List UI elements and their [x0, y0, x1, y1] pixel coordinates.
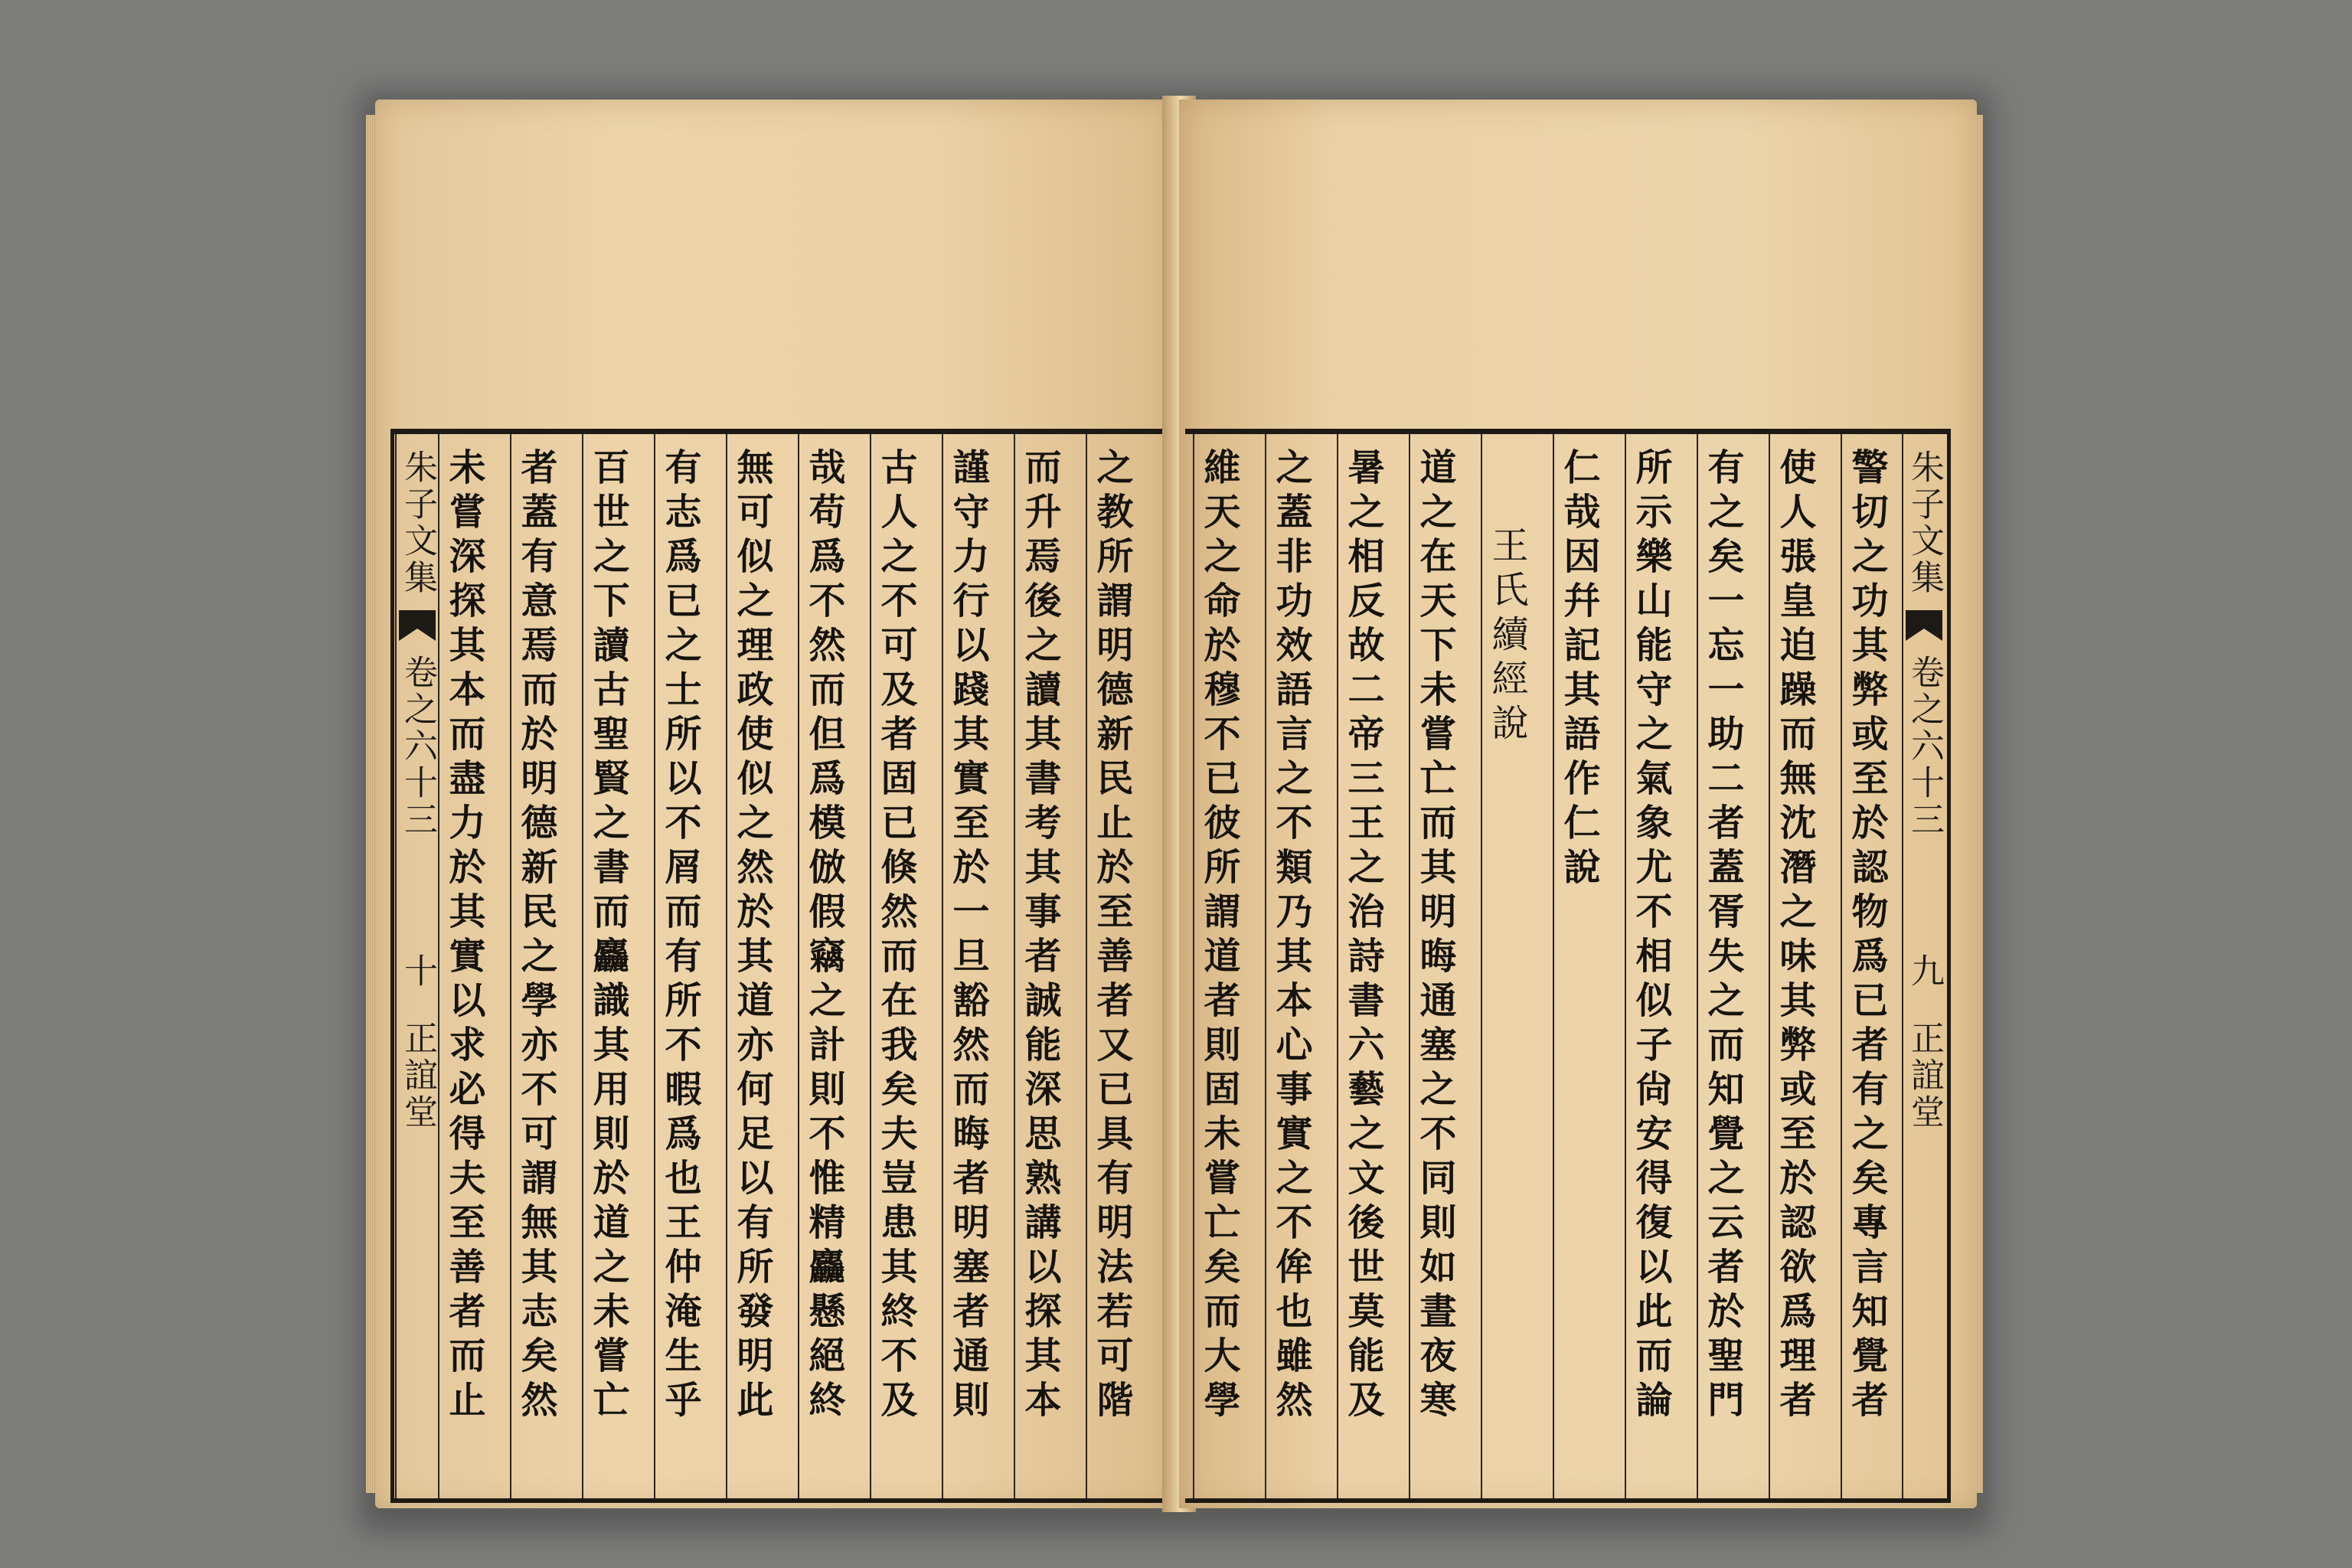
section-title-column: [1481, 434, 1531, 1498]
fishtail-mark: [1906, 610, 1942, 641]
text-column: 道之在天下未嘗亡而其明晦通塞之不同則如晝夜寒: [1409, 434, 1459, 1498]
right-banxin: [1902, 434, 1945, 1498]
text-column: 之教所謂明德新民止於至善者又已具有明法若可階: [1086, 434, 1136, 1498]
text-column: 之蓋非功效語言之不類乃其本心事實之不侔也雖然: [1265, 434, 1315, 1498]
text-column: 暑之相反故二帝三王之治詩書六藝之文後世莫能及: [1337, 434, 1387, 1498]
right-banxin-leaf: 九: [1905, 953, 1944, 990]
left-banxin-leaf: 十: [398, 953, 437, 990]
left-banxin: [395, 434, 438, 1498]
left-banxin-volume: 卷之六十三: [398, 655, 437, 838]
text-column: 使人張皇迫躁而無沈潛之味其弊或至於認欲爲理者: [1769, 434, 1819, 1498]
right-banxin-volume: 卷之六十三: [1905, 655, 1944, 838]
left-page: [375, 100, 1173, 1508]
text-column: 有志爲已之士所以不屑而有所不暇爲也王仲淹生乎: [654, 434, 704, 1498]
text-column: 無可似之理政使似之然於其道亦何足以有所發明此: [726, 434, 776, 1498]
text-column: 者蓋有意焉而於明德新民之學亦不可謂無其志矣然: [510, 434, 560, 1498]
text-column: 警切之功其弊或至於認物爲已者有之矣專言知覺者: [1841, 434, 1891, 1498]
text-column: 古人之不可及者固已倏然而在我矣夫豈患其終不及: [870, 434, 920, 1498]
text-column: 所示樂山能守之氣象尤不相似子尙安得復以此而論: [1625, 434, 1675, 1498]
right-banxin-book-title: 朱子文集: [1905, 449, 1944, 596]
text-column: 有之矣一忘一助二者蓋胥失之而知覺之云者於聖門: [1697, 434, 1747, 1498]
right-page: [1179, 100, 1977, 1508]
text-column: 未嘗深探其本而盡力於其實以求必得夫至善者而止: [438, 434, 488, 1498]
text-column: 而升焉後之讀其書考其事者誠能深思熟講以探其本: [1014, 434, 1064, 1498]
text-column: 百世之下讀古聖賢之書而麤識其用則於道之未嘗亡: [582, 434, 632, 1498]
text-column: 謹守力行以踐其實至於一旦豁然而晦者明塞者通則: [942, 434, 992, 1498]
fishtail-mark: [399, 610, 436, 641]
text-column: 仁哉因幷記其語作仁說: [1553, 434, 1603, 1498]
section-title: 王氏續經說: [1485, 526, 1528, 748]
right-banxin-publisher: 正誼堂: [1905, 1021, 1944, 1131]
text-column: 哉苟爲不然而但爲模倣假竊之計則不惟精麤懸絕終: [798, 434, 848, 1498]
left-banxin-book-title: 朱子文集: [398, 449, 437, 596]
left-banxin-publisher: 正誼堂: [398, 1021, 437, 1131]
text-column: 維天之命於穆不已彼所謂道者則固未嘗亡矣而大學: [1193, 434, 1243, 1498]
right-page-frame: [1185, 429, 1951, 1503]
left-page-frame: [390, 429, 1164, 1503]
